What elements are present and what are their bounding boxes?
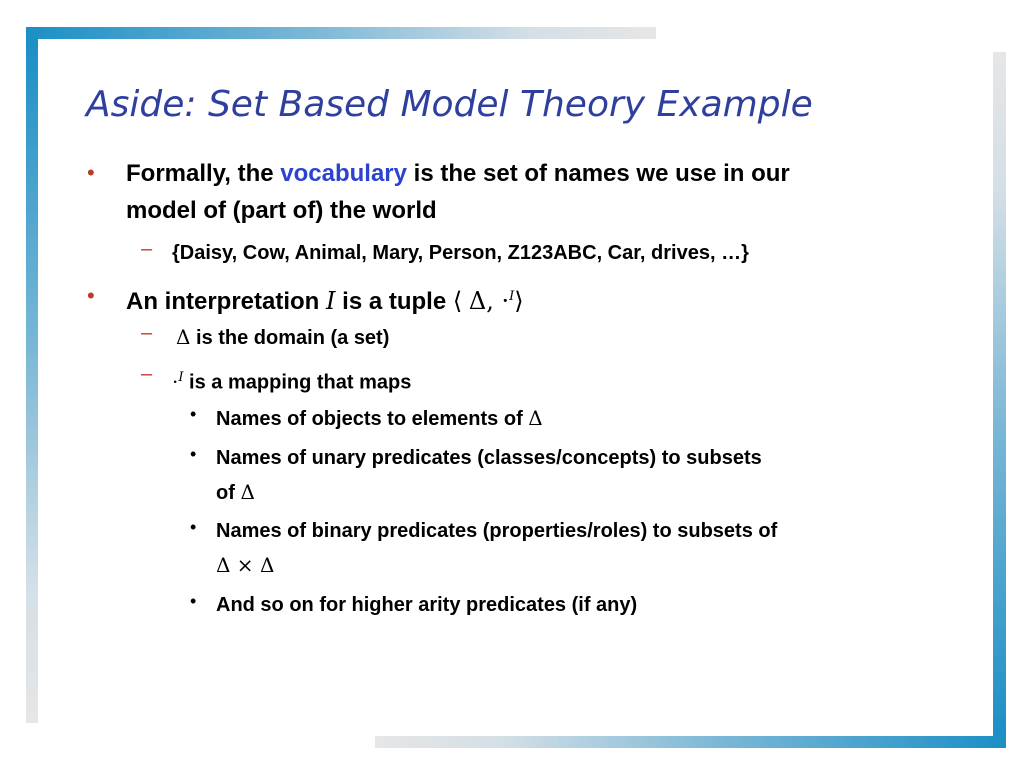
mapping-text: is a mapping that maps xyxy=(183,371,412,394)
domain-line xyxy=(176,322,389,353)
binary-text: Names of binary predicates (properties/roles) to subsets of xyxy=(216,520,778,542)
interp-pre: An interpretation xyxy=(126,288,327,315)
delta-symbol: Δ xyxy=(216,553,231,577)
bullet-marker: • xyxy=(87,283,95,308)
interpretation-superscript: I xyxy=(178,370,184,385)
objects-line xyxy=(216,401,543,436)
unary-line2: of xyxy=(216,482,241,504)
delta-symbol: Δ xyxy=(176,325,191,349)
vocabulary-bullet xyxy=(126,155,790,229)
bullet-marker: • xyxy=(190,404,197,424)
slide-title: Aside: Set Based Model Theory Example xyxy=(86,84,813,125)
dash-marker: – xyxy=(141,322,153,344)
objects-text: Names of objects to elements of xyxy=(216,408,529,430)
delta-symbol: Δ xyxy=(240,480,255,504)
interp-mid: is a tuple xyxy=(335,288,453,315)
dash-marker: – xyxy=(141,238,153,260)
mapping-line xyxy=(172,363,411,398)
mapping-dot: · xyxy=(172,369,179,394)
binary-line xyxy=(216,514,777,583)
tuple-open: ⟨ xyxy=(452,287,463,315)
vocab-pre: Formally, the xyxy=(126,160,281,187)
interpretation-bullet xyxy=(126,278,524,320)
vocab-line2: model of (part of) the world xyxy=(126,197,437,224)
bullet-marker: • xyxy=(190,591,197,611)
delta-symbol: Δ xyxy=(528,406,543,430)
tuple-close: ⟩ xyxy=(514,287,524,315)
dash-marker: – xyxy=(141,363,153,385)
vocabulary-example: {Daisy, Cow, Animal, Mary, Person, Z123ABC, Car, drives, …} xyxy=(172,242,749,264)
times-symbol: × xyxy=(230,553,260,577)
bullet-marker: • xyxy=(190,517,197,537)
interpretation-superscript: I xyxy=(509,289,515,304)
higher-arity-line: And so on for higher arity predicates (if any) xyxy=(216,594,638,616)
vocab-post: is the set of names we use in our xyxy=(407,160,790,187)
bullet-marker: • xyxy=(87,160,95,185)
vocabulary-keyword: vocabulary xyxy=(280,160,407,187)
delta-symbol: Δ xyxy=(468,287,487,315)
unary-line xyxy=(216,441,762,510)
bullet-marker: • xyxy=(190,444,197,464)
unary-text: Names of unary predicates (classes/concepts) to subsets xyxy=(216,447,762,469)
domain-text: is the domain (a set) xyxy=(190,327,390,349)
delta-symbol: Δ xyxy=(259,553,275,577)
interpretation-symbol: I xyxy=(326,287,336,315)
tuple-comma: , · xyxy=(486,287,510,315)
